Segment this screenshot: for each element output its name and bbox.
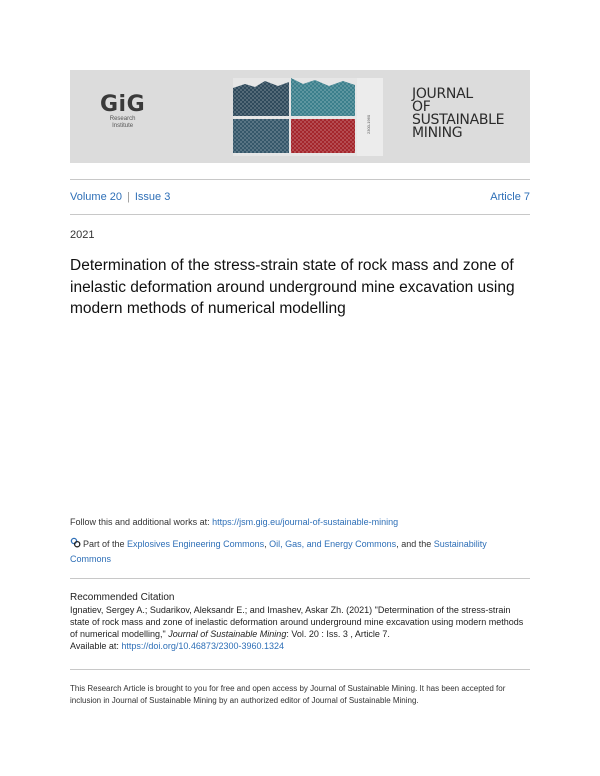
article-link[interactable]: Article 7	[490, 191, 530, 203]
journal-title: JOURNAL OF SUSTAINABLE MINING	[412, 86, 505, 141]
journal-url-link[interactable]: https://jsm.gig.eu/journal-of-sustainable-mining	[212, 517, 399, 527]
issue-meta	[70, 191, 530, 203]
follow-line: Follow this and additional works at: https://jsm.gig.eu/journal-of-sustainable-mining	[70, 517, 399, 527]
sustainability-link[interactable]: Sustainability Commons	[70, 539, 487, 564]
divider	[70, 578, 530, 579]
issn-text: 2300-1960	[366, 114, 371, 134]
divider	[70, 179, 530, 180]
part-of-line: Part of the Explosives Engineering Commons, Oil, Gas, and Energy Commons, and the Sustainability Commons	[70, 539, 487, 564]
meta-separator: |	[126, 191, 130, 203]
doi-link[interactable]: https://doi.org/10.46873/2300-3960.1324	[121, 641, 285, 651]
divider	[70, 669, 530, 670]
journal-name: Journal of Sustainable Mining	[168, 629, 287, 639]
recommended-citation-heading: Recommended Citation	[70, 592, 175, 603]
publication-year: 2021	[70, 229, 95, 241]
explosives-engineering-link[interactable]: Explosives Engineering Commons	[127, 539, 265, 549]
cover-artwork	[233, 78, 383, 156]
citation-text: Ignatiev, Sergey A.; Sudarikov, Aleksandr E.; and Imashev, Askar Zh. (2021) "Determination of the stress-strain state of rock mass and zone of inelastic deformation around underground mine excavation using modern methods of numerical modelling," Journal of Sustainable Mining: Vol. 20 : Iss. 3 , Article 7. Available at: https://doi.org/10.46873/2300-3960.1324	[70, 605, 524, 651]
access-statement: This Research Article is brought to you for free and open access by Journal of Sustainable Mining. It has been accepted for inclusion in Journal of Sustainable Mining by an authorized editor of Journal of Sustainable Mining.	[70, 684, 506, 705]
oil-gas-energy-link[interactable]: Oil, Gas, and Energy Commons	[269, 539, 397, 549]
journal-banner	[70, 70, 530, 163]
open-access-icon	[70, 537, 81, 548]
issue-link[interactable]: Issue 3	[134, 191, 171, 203]
divider	[70, 214, 530, 215]
volume-link[interactable]: Volume 20	[70, 191, 122, 203]
gig-logo	[100, 94, 145, 130]
article-title: Determination of the stress-strain state of rock mass and zone of inelastic deformation around underground mine excavation using modern methods of numerical modelling	[70, 257, 515, 317]
gig-logo-subtitle: Research Institute	[109, 116, 136, 129]
gig-logo-mark: GiG	[100, 92, 146, 117]
